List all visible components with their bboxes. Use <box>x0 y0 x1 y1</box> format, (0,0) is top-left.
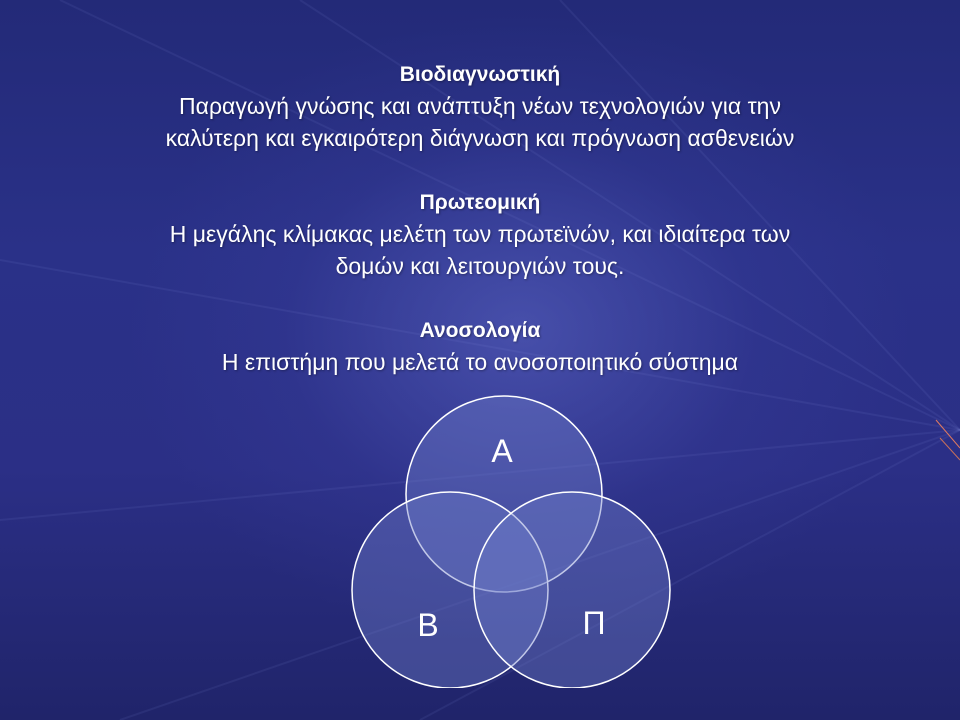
section-biodiagnostics <box>0 60 960 154</box>
venn-circle-right <box>474 492 670 688</box>
section-text-line: δομών και λειτουργιών τους. <box>335 253 625 279</box>
section-heading: Ανοσολογία <box>419 319 541 342</box>
section-proteomics <box>0 188 960 282</box>
venn-label-left: Β <box>417 607 439 643</box>
section-text-line: Η μεγάλης κλίμακας μελέτη των πρωτεϊνών, και ιδιαίτερα των <box>169 221 791 247</box>
section-heading: Βιοδιαγνωστική <box>399 63 561 86</box>
section-immunology <box>0 316 960 378</box>
section-text-line: Παραγωγή γνώσης και ανάπτυξη νέων τεχνολογιών για την <box>179 93 781 119</box>
venn-diagram <box>340 388 680 688</box>
section-text-line: Η επιστήμη που μελετά το ανοσοποιητικό σύστημα <box>221 349 739 375</box>
venn-label-top: Α <box>491 433 513 469</box>
venn-label-right: Π <box>582 605 606 641</box>
section-heading: Πρωτεομική <box>419 191 541 214</box>
section-text-line: καλύτερη και εγκαιρότερη διάγνωση και πρόγνωση ασθενειών <box>165 125 795 151</box>
